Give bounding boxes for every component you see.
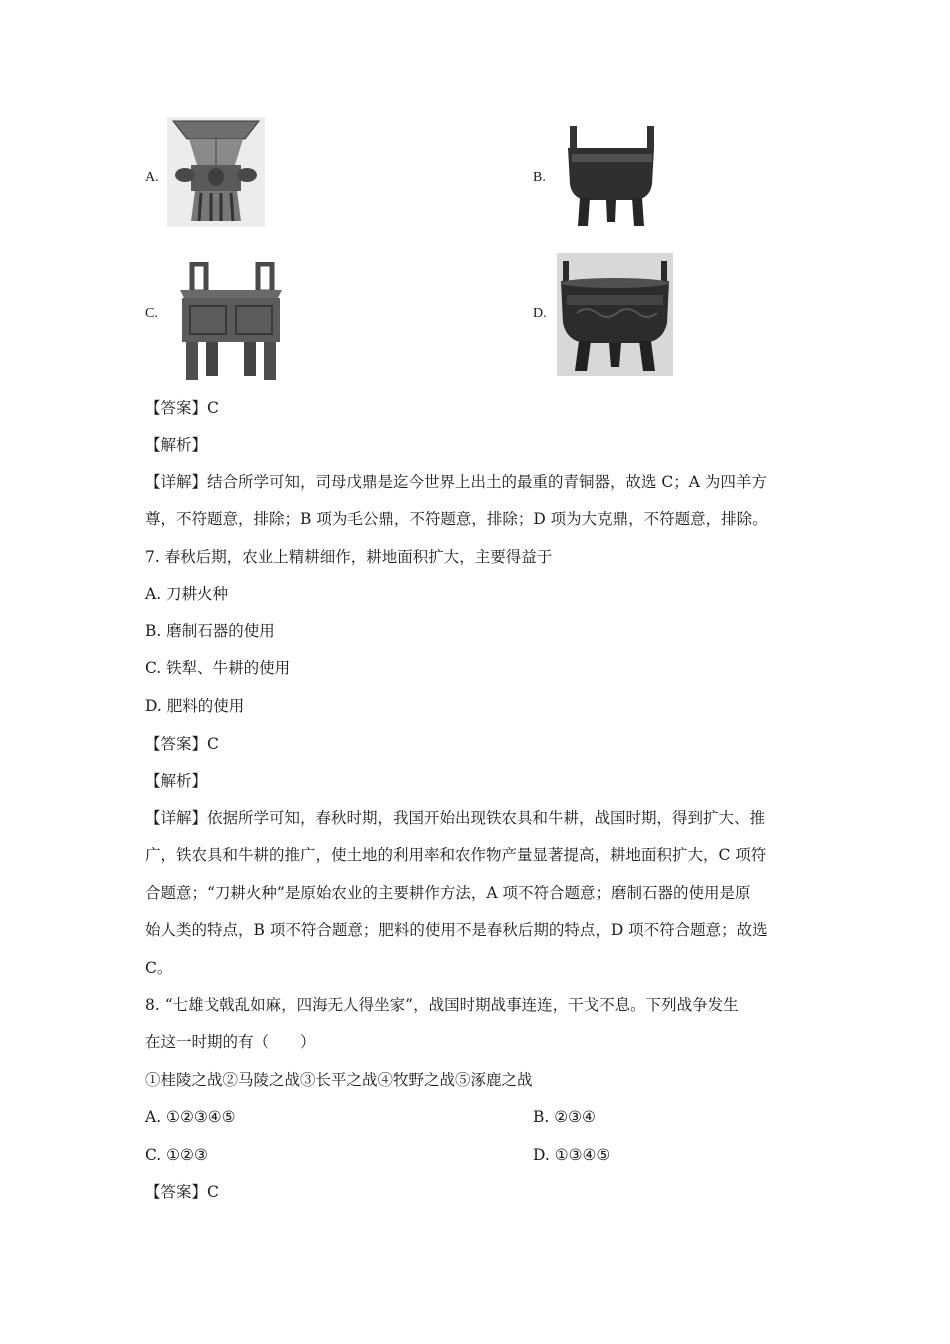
option-a-image — [167, 117, 265, 227]
q8-stem-line: 8. “七雄戈戟乱如麻，四海无人得坐家”，战国时期战事连连，干戈不息。下列战争发生 — [145, 996, 739, 1014]
q6-answer: 【答案】C — [145, 399, 219, 417]
q7-option-d: D. 肥料的使用 — [145, 697, 245, 715]
q6-analysis-heading: 【解析】 — [145, 436, 208, 454]
q8-option-b: B. ②③④ — [533, 1108, 596, 1126]
q7-answer: 【答案】C — [145, 735, 219, 753]
q7-detail-line: 始人类的特点，B 项不符合题意；肥料的使用不是春秋后期的特点，D 项不符合题意；故选 — [145, 921, 768, 939]
option-a-label: A. — [145, 170, 159, 185]
option-b-label: B. — [533, 170, 546, 185]
q7-detail-line: 合题意；“刀耕火种”是原始农业的主要耕作方法，A 项不符合题意；磨制石器的使用是原 — [145, 884, 751, 902]
q7-analysis-heading: 【解析】 — [145, 772, 208, 790]
option-d-label: D. — [533, 306, 547, 321]
q8-option-c: C. ①②③ — [145, 1146, 208, 1164]
q8-answer: 【答案】C — [145, 1183, 219, 1201]
q7-detail-line: 【详解】依据所学可知，春秋时期，我国开始出现铁农具和牛耕，战国时期，得到扩大、推 — [145, 809, 766, 827]
q6-detail-line: 尊，不符题意，排除；B 项为毛公鼎，不符题意，排除；D 项为大克鼎，不符题意，排除。 — [145, 510, 768, 528]
q7-detail-line: C。 — [145, 959, 173, 977]
q7-option-c: C. 铁犁、牛耕的使用 — [145, 659, 291, 677]
option-d-image — [557, 253, 673, 376]
q7-stem: 7. 春秋后期，农业上精耕细作，耕地面积扩大，主要得益于 — [145, 548, 553, 566]
q8-option-d: D. ①③④⑤ — [533, 1146, 611, 1164]
q7-detail-line: 广，铁农具和牛耕的推广，使土地的利用率和农作物产量显著提高，耕地面积扩大，C 项符 — [145, 846, 767, 864]
q7-option-a: A. 刀耕火种 — [145, 585, 229, 603]
option-c-image — [176, 262, 286, 382]
q7-option-b: B. 磨制石器的使用 — [145, 622, 275, 640]
option-c-label: C. — [145, 306, 158, 321]
q8-stem-line: 在这一时期的有（ ） — [145, 1033, 316, 1051]
q8-items: ①桂陵之战②马陵之战③长平之战④牧野之战⑤涿鹿之战 — [145, 1071, 533, 1089]
q8-option-a: A. ①②③④⑤ — [145, 1108, 236, 1126]
option-b-image — [562, 126, 660, 231]
q6-detail-line: 【详解】结合所学可知，司母戊鼎是迄今世界上出土的最重的青铜器，故选 C；A 为四羊方 — [145, 473, 767, 491]
